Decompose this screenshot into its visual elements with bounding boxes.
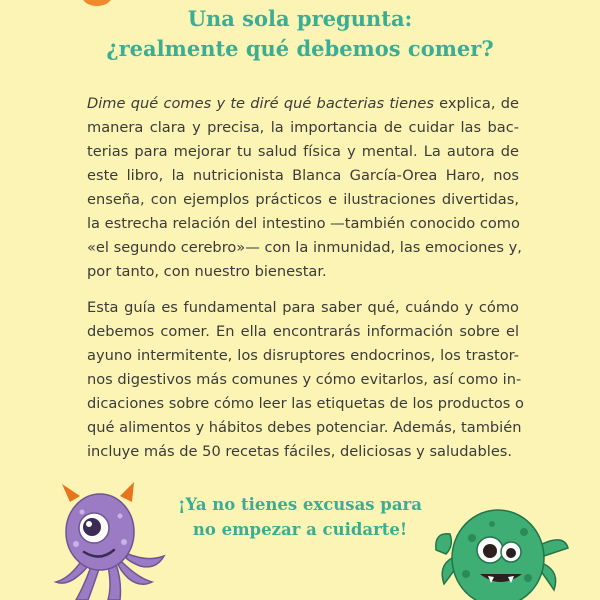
paragraph-line: este libro, la nutricionista Blanca García-Orea Haro, nos	[87, 167, 519, 184]
title-line-1: Una sola pregunta:	[187, 6, 413, 31]
paragraph-line: nos digestivos más comunes y cómo evitarlos, así como in-	[87, 371, 522, 388]
purple-octopus-monster-icon	[48, 482, 168, 600]
paragraph-line: manera clara y precisa, la importancia de cuidar las bac-	[87, 119, 519, 136]
title-line-2: ¿realmente qué debemos comer?	[106, 36, 494, 61]
paragraph-line-rest: explica, de	[433, 95, 519, 112]
paragraph-line: Esta guía es fundamental para saber qué, cuándo y cómo	[87, 299, 519, 316]
green-bacteria-monster-icon	[432, 494, 572, 600]
paragraph-line: por tanto, con nuestro bienestar.	[87, 263, 327, 280]
closing-line-2: no empezar a cuidarte!	[192, 520, 408, 539]
paragraph-line: debemos comer. En ella encontrarás información sobre el	[87, 323, 519, 340]
paragraph-guide	[87, 296, 524, 464]
page-title	[0, 4, 600, 64]
paragraph-line: «el segundo cerebro»— con la inmunidad, las emociones y,	[87, 239, 522, 256]
book-title-italic: Dime qué comes y te diré qué bacterias tienes	[87, 95, 434, 112]
paragraph-line: dicaciones sobre cómo leer las etiquetas de los productos o	[87, 395, 524, 412]
paragraph-line: qué alimentos y hábitos debes potenciar. Además, también	[87, 419, 522, 436]
paragraph-line: terias para mejorar tu salud física y mental. La autora de	[87, 143, 519, 160]
paragraph-intro	[87, 92, 522, 284]
closing-line-1: ¡Ya no tienes excusas para	[178, 495, 422, 514]
paragraph-line: enseña, con ejemplos prácticos e ilustraciones divertidas,	[87, 191, 519, 208]
paragraph-line: ayuno intermitente, los disruptores endocrinos, los trastor-	[87, 347, 519, 364]
paragraph-line: incluye más de 50 recetas fáciles, deliciosas y saludables.	[87, 443, 513, 460]
paragraph-line: la estrecha relación del intestino —también conocido como	[87, 215, 520, 232]
paragraph-line	[87, 92, 519, 116]
